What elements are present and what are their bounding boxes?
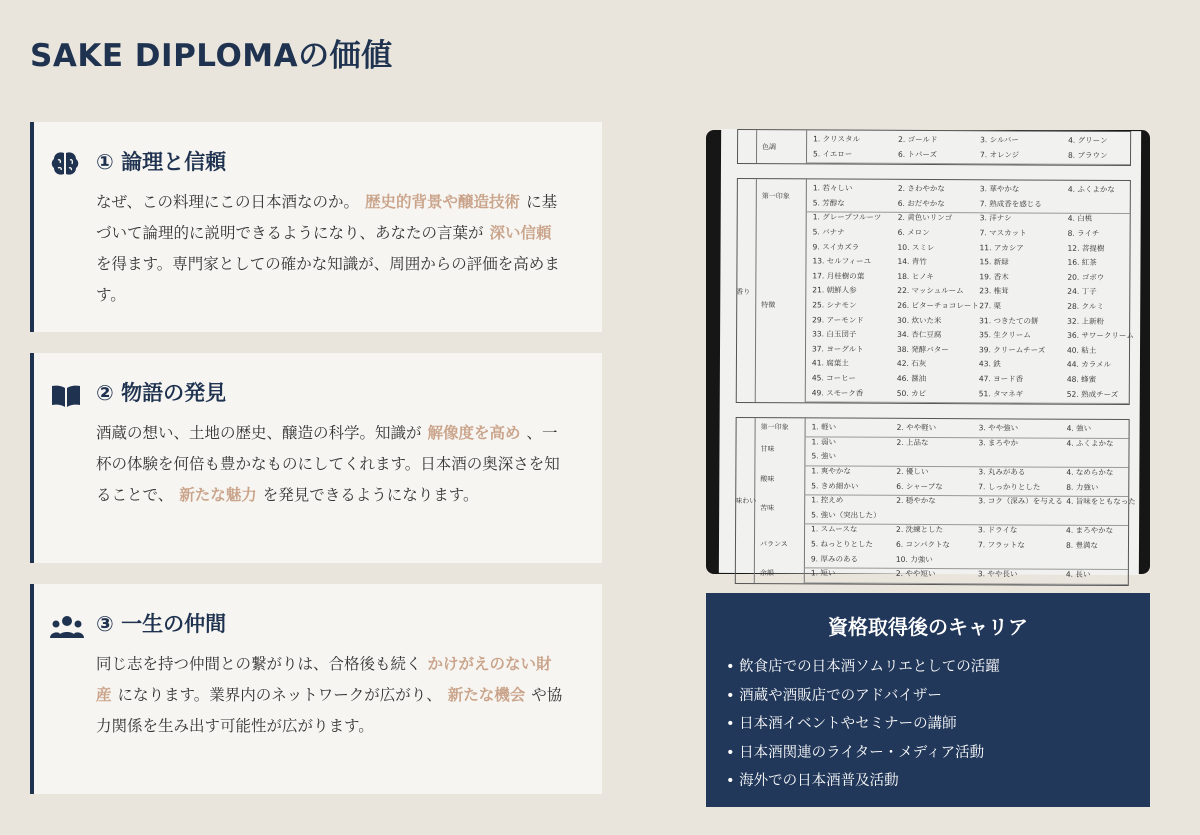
sheet-divider [756, 130, 757, 163]
sheet-cell: 4. 白桃 [1067, 214, 1093, 224]
sheet-cell: 20. ゴボウ [1067, 272, 1105, 282]
sheet-cell: 2. 穏やかな [896, 496, 936, 506]
sheet-row [736, 523, 1128, 536]
sheet-cell: 5. イエロー [813, 148, 853, 159]
sheet-cell: 21. 朝鮮人参 [812, 285, 857, 295]
sheet-cell: 1. 若々しい [812, 183, 853, 193]
sheet-cell: 49. スモーク香 [811, 387, 864, 398]
users-icon [50, 614, 84, 644]
sheet-cell: 6. トパーズ [898, 149, 938, 159]
sheet-cell: 3. やや強い [978, 423, 1019, 433]
sheet-cell: 2. さわやかな [897, 184, 945, 194]
sheet-cell: 44. カラメル [1066, 360, 1112, 370]
career-item: • 日本酒イベントやセミナーの講師 [726, 710, 1000, 739]
sheet-cell: 7. オレンジ [980, 149, 1020, 160]
sheet-cell: 3. やや長い [977, 569, 1018, 579]
sheet-cell: 4. 長い [1065, 569, 1091, 580]
sheet-cell: 2. やや軽い [896, 423, 937, 433]
sheet-cell: 28. クルミ [1067, 301, 1104, 311]
body-text: 酒蔵の想い、土地の歴史、醸造の科学。知識が [96, 424, 422, 442]
sheet-rule [806, 163, 1130, 166]
sheet-group-label: バランス [759, 540, 788, 549]
sheet-row [738, 133, 1130, 145]
highlight-text: かけがえのない財産 [96, 655, 552, 704]
sheet-row [737, 314, 1129, 326]
sheet-cell: 2. 黄色いリンゴ [897, 213, 953, 223]
sheet-cell: 6. メロン [897, 227, 930, 237]
sheet-row [736, 553, 1128, 564]
sheet-group-label: 第一印象 [760, 423, 789, 432]
sheet-cell: 5. 強い（突出した） [811, 510, 881, 520]
sheet-cell: 47. ヨード香 [978, 374, 1024, 384]
sheet-cell: 7. マスカット [979, 228, 1027, 238]
sheet-cell: 8. 力強い [1066, 482, 1099, 492]
sheet-divider [805, 180, 807, 403]
sheet-cell: 4. まろやかな [1066, 526, 1114, 536]
sheet-cell: 38. 発酵バター [896, 344, 949, 354]
sheet-cell: 40. 粘土 [1066, 345, 1097, 355]
book-icon [50, 383, 84, 413]
career-list [726, 653, 1000, 796]
sheet-rule [804, 582, 1128, 585]
card-body [96, 418, 566, 511]
sheet-cell: 2. 洗練とした [896, 525, 944, 535]
sheet-cell: 9. スイカズラ [812, 241, 860, 252]
sheet-row [738, 211, 1130, 224]
sheet-cell: 3. 華やかな [979, 184, 1020, 194]
sheet-cell: 4. ふくよかな [1066, 438, 1114, 448]
sheet-divider [806, 130, 807, 163]
sheet-divider [804, 419, 806, 584]
sheet-group-label: 特徴 [761, 301, 776, 310]
sheet-cell: 34. 杏仁豆腐 [897, 330, 942, 340]
sheet-cell: 1. 軽い [811, 422, 837, 432]
page-title: SAKE DIPLOMAの価値 [30, 38, 393, 74]
sheet-cell: 1. スムースな [811, 524, 858, 534]
card-title: ③ 一生の仲間 [96, 612, 227, 636]
sheet-cell: 6. コンパクトな [895, 539, 951, 550]
card-body [96, 649, 566, 742]
sheet-block [737, 129, 1131, 166]
sheet-cell: 13. セルフィーユ [812, 256, 872, 266]
sheet-cell: 27. 栗 [979, 301, 1002, 311]
sheet-cell: 22. マッシュルーム [897, 286, 964, 296]
sheet-row [738, 226, 1130, 238]
sheet-cell: 2. ゴールド [898, 134, 938, 145]
sheet-cell: 7. しっかりとした [978, 481, 1041, 492]
sheet-cell: 3. ドライな [978, 525, 1018, 535]
sheet-cell: 37. ヨーグルト [811, 344, 864, 354]
sheet-row [737, 343, 1129, 355]
sheet-row [736, 450, 1128, 461]
sheet-cell: 16. 紅茶 [1067, 257, 1097, 268]
sheet-rule [805, 402, 1129, 405]
sheet-cell: 3. コク（深み）を与える [978, 496, 1063, 506]
sheet-row [736, 480, 1128, 492]
body-text: や協力関係を生み出す可能性が広がります。 [96, 686, 563, 735]
sheet-block [736, 178, 1134, 405]
card-title: ① 論理と信頼 [96, 150, 227, 174]
sheet-cell: 24. 丁子 [1067, 287, 1097, 297]
sheet-cell: 32. 上新粉 [1067, 316, 1105, 326]
sheet-cell: 46. 醤油 [896, 373, 927, 383]
sheet-row [737, 270, 1129, 282]
career-item: • 海外での日本酒普及活動 [726, 767, 1000, 796]
brain-icon [50, 150, 84, 180]
highlight-text: 新たな機会 [447, 686, 526, 704]
sheet-cell: 4. ふくよかな [1067, 184, 1115, 195]
sheet-group-label: 苦味 [760, 503, 775, 512]
body-text: を得ます。専門家としての確かな知識が、周囲からの評価を高めます。 [96, 255, 560, 304]
sheet-cell: 10. 力強い [895, 554, 933, 564]
sheet-cell: 51. タマネギ [978, 388, 1024, 399]
sheet-cell: 36. サワークリーム [1067, 330, 1134, 341]
career-item: • 日本酒関連のライター・メディア活動 [726, 739, 1000, 768]
sheet-cell: 5. 強い [811, 451, 837, 461]
sheet-cell: 2. 上品な [896, 437, 929, 447]
sheet-cell: 12. 菩提樹 [1067, 243, 1105, 253]
sheet-category: 味わい [735, 497, 757, 506]
sheet-cell: 31. つきたての餅 [979, 315, 1039, 326]
card-body [96, 187, 566, 311]
career-title: 資格取得後のキャリア [828, 615, 1028, 639]
body-text: 、一杯の体験を何倍も豊かなものにしてくれます。日本酒の奥深さを知ることで、 [96, 424, 560, 504]
sheet-cell: 43. 鉄 [978, 359, 1001, 369]
body-text: を発見できるようになります。 [262, 486, 479, 504]
sheet-row [737, 387, 1129, 399]
sheet-cell: 41. 腐葉土 [811, 358, 849, 368]
value-card-community [30, 584, 602, 794]
value-card-story [30, 353, 602, 563]
sheet-row [738, 197, 1130, 209]
sheet-cell: 29. アーモンド [812, 314, 864, 325]
sheet-cell: 1. クリスタル [813, 134, 861, 144]
sheet-cell: 6. シャープな [896, 481, 943, 491]
tasting-sheet-photo [706, 130, 1150, 580]
sheet-cell: 14. 青竹 [897, 257, 927, 267]
sheet-row [738, 241, 1130, 253]
sheet-cell: 5. バナナ [812, 227, 845, 237]
highlight-text: 歴史的背景や醸造技術 [365, 193, 521, 211]
sheet-cell: 9. 厚みのある [810, 553, 858, 564]
sheet-cell: 33. 白玉団子 [812, 329, 857, 339]
body-text: 同じ志を持つ仲間との繋がりは、合格後も続く [96, 655, 422, 673]
sheet-cell: 2. 優しい [896, 466, 929, 476]
sheet-category: 香り [736, 287, 751, 296]
sheet-cell: 15. 新緑 [979, 257, 1009, 267]
sheet-cell: 30. 炊いた米 [897, 315, 942, 325]
highlight-text: 解像度を高め [427, 424, 521, 442]
career-item: • 飲食店での日本酒ソムリエとしての活躍 [726, 653, 1000, 682]
sheet-cell: 3. シルバー [980, 135, 1019, 145]
sheet-cell: 3. 洋ナシ [979, 213, 1012, 223]
sheet-cell: 4. 強い [1066, 423, 1092, 434]
sheet-cell: 45. コーヒー [811, 373, 856, 383]
tasting-sheet [719, 129, 1141, 580]
sheet-cell: 48. 蜂蜜 [1066, 374, 1097, 384]
sheet-cell: 10. スミレ [897, 242, 935, 252]
sheet-cell: 5. 芳醇な [812, 198, 845, 208]
sheet-cell: 4. グリーン [1068, 135, 1108, 145]
sheet-cell: 8. 豊満な [1065, 540, 1099, 550]
sheet-cell: 18. ヒノキ [897, 271, 934, 281]
body-text: に基づいて論理的に説明できるようになり、あなたの言葉が [96, 193, 558, 242]
sheet-cell: 1. 控えめ [811, 495, 844, 505]
sheet-cell: 5. きめ細かい [811, 480, 859, 491]
body-text: なぜ、この料理にこの日本酒なのか。 [96, 193, 360, 211]
highlight-text: 深い信頼 [489, 224, 552, 242]
sheet-divider [755, 179, 757, 402]
sheet-cell: 50. カビ [896, 388, 927, 398]
sheet-cell: 6. おだやかな [897, 198, 945, 208]
sheet-cell: 7. フラットな [977, 540, 1025, 550]
sheet-cell: 1. 爽やかな [811, 466, 851, 476]
sheet-row [738, 182, 1130, 195]
sheet-cell: 35. 生クリーム [979, 330, 1031, 340]
sheet-cell: 4. 旨味をともなった [1066, 496, 1136, 507]
sheet-cell: 3. まろやか [978, 438, 1019, 448]
career-box [706, 593, 1150, 807]
sheet-cell: 11. アカシア [979, 242, 1024, 253]
sheet-cell: 2. やや短い [895, 569, 936, 579]
sheet-group-label: 酸味 [760, 474, 775, 483]
value-card-logic [30, 122, 602, 332]
sheet-cell: 52. 熟成チーズ [1066, 389, 1119, 399]
sheet-row [738, 148, 1130, 160]
sheet-cell: 3. 丸みがある [978, 467, 1026, 477]
sheet-group-label: 色調 [762, 142, 777, 151]
sheet-row [737, 357, 1129, 370]
sheet-cell: 1. 弱い [811, 437, 837, 447]
sheet-cell: 39. クリームチーズ [978, 345, 1046, 355]
sheet-cell: 19. 香木 [979, 272, 1009, 282]
sheet-cell: 5. ねっとりとした [810, 539, 874, 549]
sheet-cell: 8. ブラウン [1068, 150, 1108, 160]
sheet-cell: 4. なめらかな [1066, 467, 1114, 477]
sheet-cell: 1. グレープフルーツ [812, 212, 882, 223]
sheet-cell: 26. ビターチョコレート [897, 300, 979, 311]
sheet-cell: 42. 石灰 [896, 359, 927, 369]
sheet-row [737, 372, 1129, 384]
sheet-cell: 23. 椎茸 [979, 286, 1009, 296]
body-text: になります。業界内のネットワークが広がり、 [117, 686, 442, 704]
sheet-cell: 8. ライチ [1067, 228, 1100, 238]
career-item: • 酒蔵や酒販店でのアドバイザー [726, 682, 1000, 711]
sheet-row [738, 255, 1130, 268]
sheet-group-label: 甘味 [760, 445, 775, 454]
sheet-group-label: 第一印象 [761, 191, 790, 201]
highlight-text: 新たな魅力 [179, 486, 257, 504]
sheet-row [736, 509, 1128, 520]
sheet-cell: 1. 短い [810, 568, 836, 578]
sheet-group-label: 余韻 [759, 569, 774, 578]
card-title: ② 物語の発見 [96, 381, 227, 405]
sheet-cell: 17. 月桂樹の葉 [812, 271, 865, 281]
sheet-cell: 25. シナモン [812, 300, 857, 310]
sheet-block [735, 417, 1136, 586]
sheet-cell: 7. 熟成香を感じる [979, 199, 1042, 209]
sheet-row [737, 328, 1134, 341]
